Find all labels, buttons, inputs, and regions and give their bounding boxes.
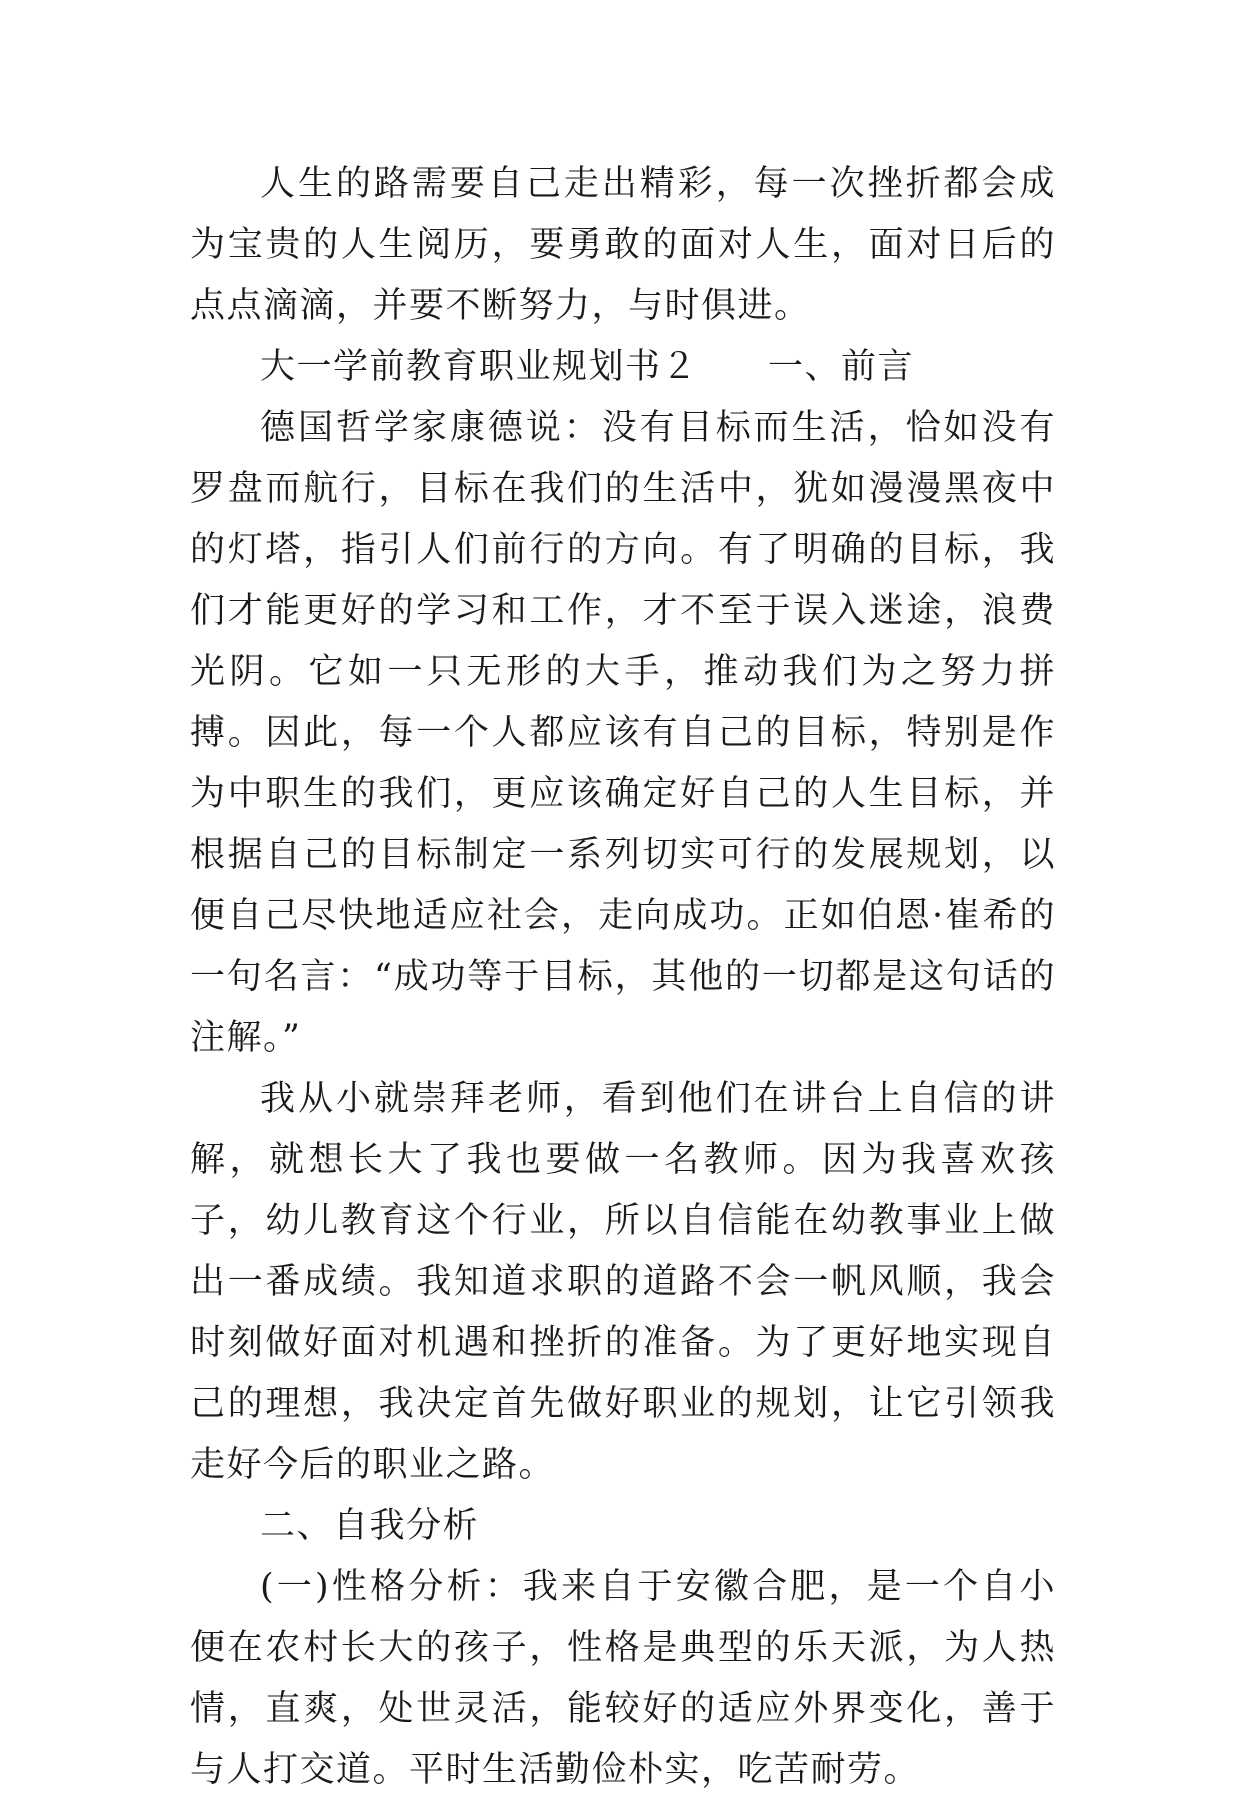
- paragraph-teacher-dream: 我从小就崇拜老师，看到他们在讲台上自信的讲解，就想长大了我也要做一名教师。因为我喜欢孩子，幼儿教育这个行业，所以自信能在幼教事业上做出一番成绩。我知道求职的道路不会一帆风顺，我会时刻做好面对机遇和挫折的准备。为了更好地实现自己的理想，我决定首先做好职业的规划，让它引领我走好今后的职业之路。: [190, 1079, 1056, 1485]
- section-heading-self-analysis: 二、自我分析: [260, 1506, 480, 1546]
- paragraph-intro: 人生的路需要自己走出精彩，每一次挫折都会成为宝贵的人生阅历，要勇敢的面对人生，面对日后的点点滴滴，并要不断努力，与时俱进。: [190, 164, 1056, 326]
- document-body: [190, 154, 1056, 1801]
- section-heading-preface: 一、前言: [768, 347, 915, 387]
- document-title: 大一学前教育职业规划书２: [260, 347, 699, 387]
- paragraph-kant-quote: 德国哲学家康德说：没有目标而生活，恰如没有罗盘而航行，目标在我们的生活中，犹如漫漫黑夜中的灯塔，指引人们前行的方向。有了明确的目标，我们才能更好的学习和工作，才不至于误入迷途，浪费光阴。它如一只无形的大手，推动我们为之努力拼搏。因此，每一个人都应该有自己的目标，特别是作为中职生的我们，更应该确定好自己的人生目标，并根据自己的目标制定一系列切实可行的发展规划，以便自己尽快地适应社会，走向成功。正如伯恩·崔希的一句名言：“成功等于目标，其他的一切都是这句话的注解。”: [190, 408, 1056, 1058]
- title-line: [190, 337, 1056, 398]
- paragraph-personality: (一)性格分析：我来自于安徽合肥，是一个自小便在农村长大的孩子，性格是典型的乐天派，为人热情，直爽，处世灵活，能较好的适应外界变化，善于与人打交道。平时生活勤俭朴实，吃苦耐劳。: [190, 1567, 1056, 1790]
